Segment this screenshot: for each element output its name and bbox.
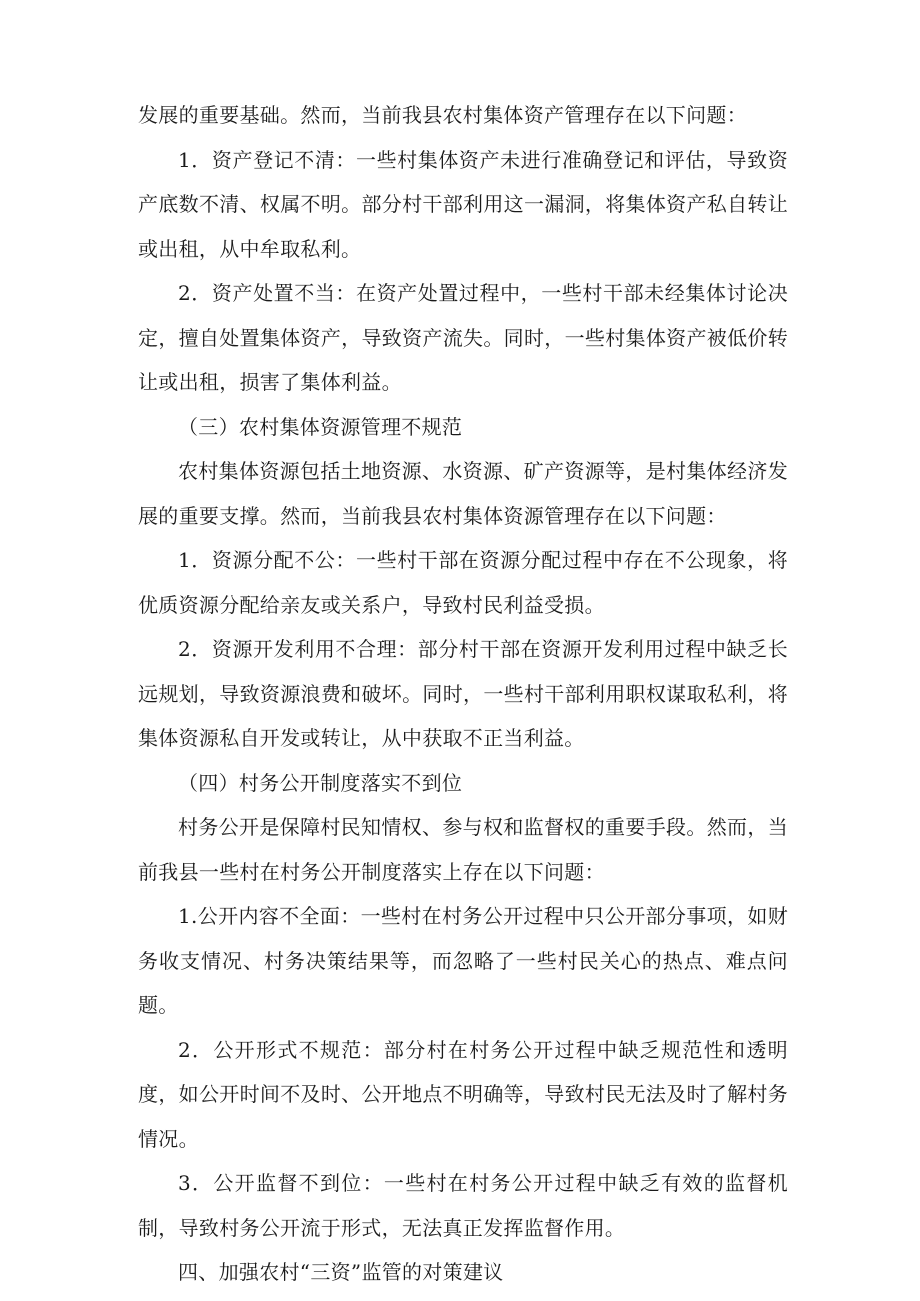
document-body (138, 93, 788, 1295)
paragraph: 农村集体资源包括土地资源、水资源、矿产资源等，是村集体经济发展的重要支撑。然而，当前我县农村集体资源管理存在以下问题： (138, 459, 788, 528)
paragraph: 2．资源开发利用不合理：部分村干部在资源开发利用过程中缺乏长远规划，导致资源浪费和破坏。同时，一些村干部利用职权谋取私利，将集体资源私自开发或转让，从中获取不正当利益。 (138, 637, 788, 750)
section-heading: （三）农村集体资源管理不规范 (178, 414, 463, 439)
paragraph: 发展的重要基础。然而，当前我县农村集体资产管理存在以下问题： (138, 103, 747, 127)
section-heading: 四、加强农村“三资”监管的对策建议 (178, 1260, 504, 1284)
paragraph: 2．资产处置不当：在资产处置过程中，一些村干部未经集体讨论决定，擅自处置集体资产，导致资产流失。同时，一些村集体资产被低价转让或出租，损害了集体利益。 (138, 281, 788, 394)
paragraph: 1．资源分配不公：一些村干部在资源分配过程中存在不公现象，将优质资源分配给亲友或关系户，导致村民利益受损。 (138, 548, 788, 617)
paragraph: 1．资产登记不清：一些村集体资产未进行准确登记和评估，导致资产底数不清、权属不明。部分村干部利用这一漏洞，将集体资产私自转让或出租，从中牟取私利。 (138, 147, 788, 261)
paragraph: 1.公开内容不全面：一些村在村务公开过程中只公开部分事项，如财务收支情况、村务决策结果等，而忽略了一些村民关心的热点、难点问题。 (138, 904, 788, 1017)
section-heading: （四）村务公开制度落实不到位 (178, 770, 463, 795)
paragraph: 2．公开形式不规范：部分村在村务公开过程中缺乏规范性和透明度，如公开时间不及时、公开地点不明确等，导致村民无法及时了解村务情况。 (138, 1037, 788, 1151)
paragraph: 3．公开监督不到位：一些村在村务公开过程中缺乏有效的监督机制，导致村务公开流于形式，无法真正发挥监督作用。 (138, 1171, 788, 1240)
paragraph: 村务公开是保障村民知情权、参与权和监督权的重要手段。然而，当前我县一些村在村务公开制度落实上存在以下问题： (138, 815, 788, 884)
